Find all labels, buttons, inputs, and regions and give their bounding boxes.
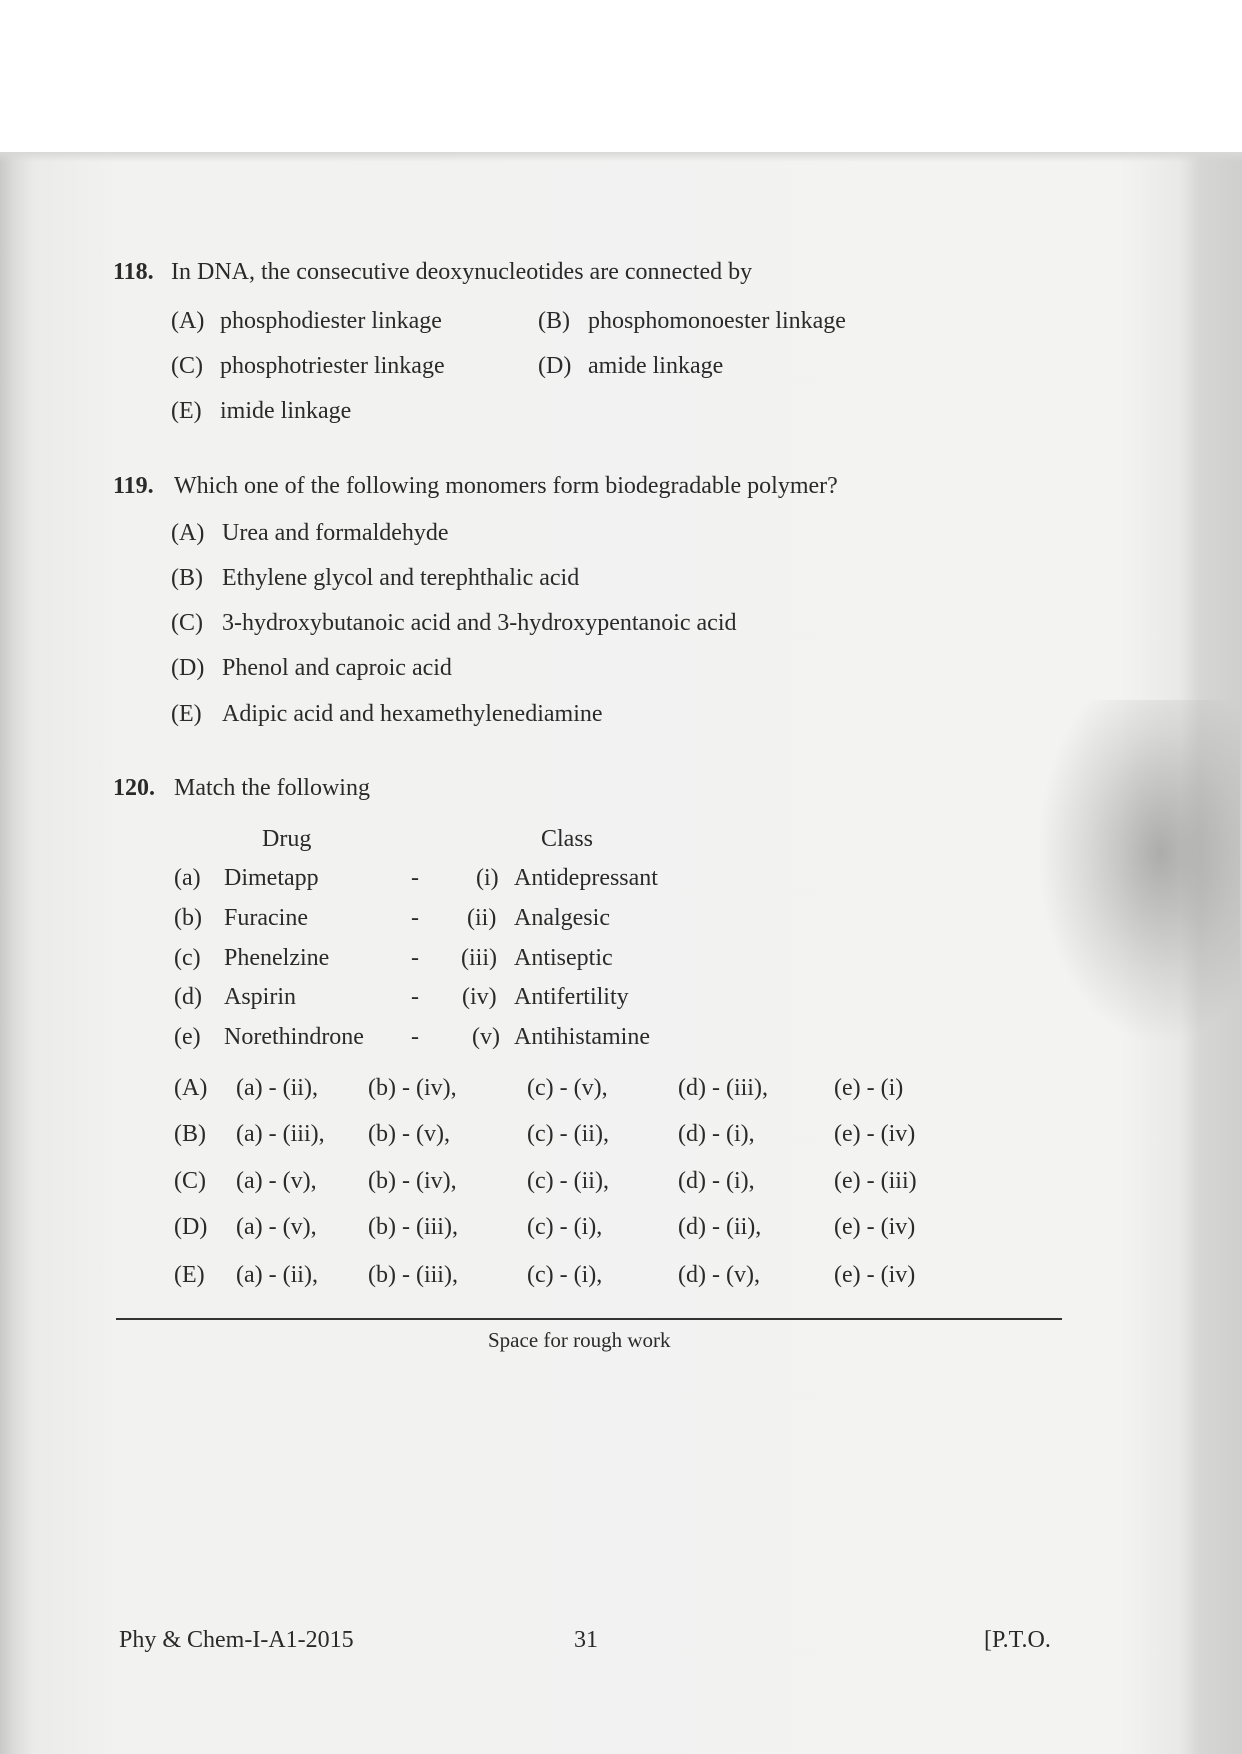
class-name: Antidepressant — [514, 865, 658, 891]
option-text: imide linkage — [220, 398, 352, 424]
answer-pair: (b) - (iii), — [368, 1214, 458, 1240]
drug-name: Dimetapp — [224, 865, 319, 891]
footer-pto: [P.T.O. — [984, 1627, 1051, 1653]
drug-name: Phenelzine — [224, 945, 330, 971]
question-stem: Match the following — [174, 775, 370, 801]
drug-key: (e) — [174, 1024, 201, 1050]
question-stem: Which one of the following monomers form biodegradable polymer? — [174, 473, 838, 499]
option-key: (C) — [171, 610, 203, 636]
answer-key: (C) — [174, 1168, 206, 1194]
answer-pair: (a) - (ii), — [236, 1075, 318, 1101]
match-class-header: Class — [541, 826, 594, 852]
answer-pair: (b) - (iv), — [368, 1168, 457, 1194]
answer-pair: (e) - (iv) — [834, 1214, 916, 1240]
drug-name: Norethindrone — [224, 1024, 364, 1050]
answer-key: (B) — [174, 1121, 206, 1147]
class-name: Analgesic — [514, 905, 610, 931]
option-text: Urea and formaldehyde — [222, 520, 449, 546]
drug-key: (d) — [174, 984, 202, 1010]
question-number: 119. — [113, 473, 154, 499]
answer-key: (A) — [174, 1075, 208, 1101]
option-key: (B) — [171, 565, 203, 591]
class-name: Antiseptic — [514, 945, 613, 971]
question-number: 120. — [113, 775, 155, 801]
match-dash: - — [411, 905, 419, 931]
footer-exam-code: Phy & Chem-I-A1-2015 — [119, 1627, 354, 1653]
answer-pair: (c) - (v), — [527, 1075, 608, 1101]
option-key: (E) — [171, 701, 202, 727]
option-key: (D) — [538, 353, 572, 379]
match-dash: - — [411, 865, 419, 891]
answer-pair: (a) - (v), — [236, 1168, 317, 1194]
class-numeral: (v) — [472, 1024, 500, 1050]
option-text: 3-hydroxybutanoic acid and 3-hydroxypentanoic acid — [222, 610, 737, 636]
answer-pair: (c) - (i), — [527, 1214, 603, 1240]
option-text: Ethylene glycol and terephthalic acid — [222, 565, 580, 591]
answer-pair: (a) - (v), — [236, 1214, 317, 1240]
footer-page-number: 31 — [574, 1627, 598, 1653]
paper-top-edge — [0, 152, 1242, 162]
answer-pair: (a) - (iii), — [236, 1121, 325, 1147]
rough-work-divider — [116, 1318, 1062, 1320]
option-text: phosphodiester linkage — [220, 308, 442, 334]
answer-pair: (d) - (v), — [678, 1262, 760, 1288]
class-numeral: (ii) — [467, 905, 497, 931]
option-key: (B) — [538, 308, 570, 334]
answer-pair: (b) - (v), — [368, 1121, 450, 1147]
answer-pair: (b) - (iv), — [368, 1075, 457, 1101]
answer-pair: (e) - (i) — [834, 1075, 904, 1101]
match-drug-header: Drug — [262, 826, 312, 852]
answer-pair: (d) - (ii), — [678, 1214, 762, 1240]
option-text: Adipic acid and hexamethylenediamine — [222, 701, 603, 727]
class-name: Antihistamine — [514, 1024, 650, 1050]
class-numeral: (iii) — [461, 945, 497, 971]
rough-work-label: Space for rough work — [488, 1328, 671, 1352]
answer-pair: (c) - (i), — [527, 1262, 603, 1288]
match-dash: - — [411, 984, 419, 1010]
answer-pair: (d) - (i), — [678, 1168, 755, 1194]
question-stem: In DNA, the consecutive deoxynucleotides are connected by — [171, 259, 753, 285]
option-text: amide linkage — [588, 353, 724, 379]
option-text: phosphotriester linkage — [220, 353, 445, 379]
option-key: (D) — [171, 655, 205, 681]
drug-name: Furacine — [224, 905, 308, 931]
drug-key: (b) — [174, 905, 202, 931]
option-key: (A) — [171, 520, 205, 546]
match-dash: - — [411, 1024, 419, 1050]
option-text: phosphomonoester linkage — [588, 308, 846, 334]
answer-pair: (e) - (iv) — [834, 1121, 916, 1147]
answer-pair: (e) - (iii) — [834, 1168, 917, 1194]
drug-key: (c) — [174, 945, 201, 971]
option-key: (E) — [171, 398, 202, 424]
answer-key: (D) — [174, 1214, 208, 1240]
answer-pair: (e) - (iv) — [834, 1262, 916, 1288]
answer-pair: (a) - (ii), — [236, 1262, 318, 1288]
answer-pair: (d) - (i), — [678, 1121, 755, 1147]
answer-pair: (c) - (ii), — [527, 1168, 609, 1194]
answer-pair: (c) - (ii), — [527, 1121, 609, 1147]
class-numeral: (iv) — [462, 984, 497, 1010]
ink-smudge — [1040, 700, 1240, 1040]
option-key: (C) — [171, 353, 203, 379]
option-key: (A) — [171, 308, 205, 334]
option-text: Phenol and caproic acid — [222, 655, 452, 681]
answer-key: (E) — [174, 1262, 205, 1288]
question-number: 118. — [113, 259, 154, 285]
class-name: Antifertility — [514, 984, 629, 1010]
match-dash: - — [411, 945, 419, 971]
answer-pair: (d) - (iii), — [678, 1075, 768, 1101]
drug-key: (a) — [174, 865, 201, 891]
answer-pair: (b) - (iii), — [368, 1262, 458, 1288]
drug-name: Aspirin — [224, 984, 296, 1010]
class-numeral: (i) — [476, 865, 499, 891]
